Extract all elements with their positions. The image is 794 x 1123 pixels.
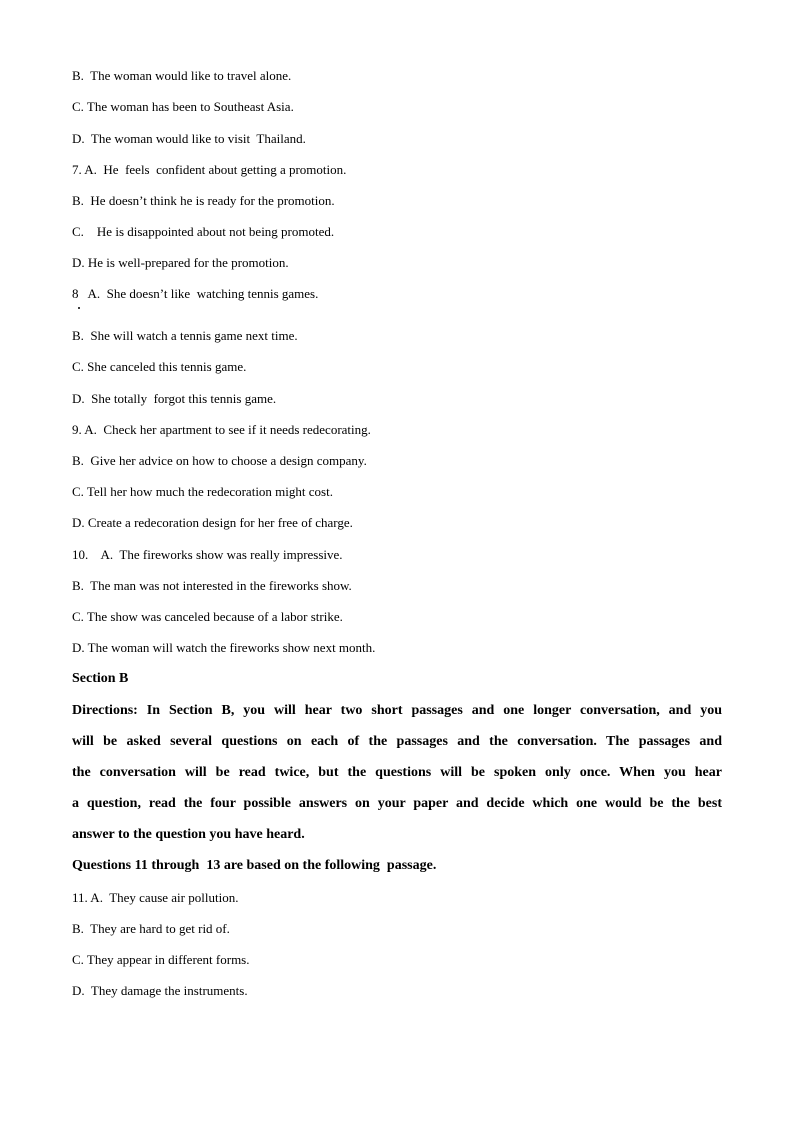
option-11c: C. They appear in different forms. — [72, 952, 250, 967]
option-7a: 7. A. He feels confident about getting a promotion. — [72, 162, 347, 177]
directions-line-4: a question, read the four possible answers on your paper and decide which one would be the best — [72, 796, 722, 811]
passage-subheading: Questions 11 through 13 are based on the following passage. — [72, 858, 437, 873]
option-6d: D. The woman would like to visit Thailand. — [72, 131, 306, 146]
option-7c: C. He is disappointed about not being promoted. — [72, 224, 335, 239]
directions-line-1: Directions: In Section B, you will hear two short passages and one longer conversation, and you — [72, 703, 722, 718]
section-heading: Section B — [72, 671, 129, 686]
option-7d: D. He is well-prepared for the promotion. — [72, 255, 289, 270]
option-8c: C. She canceled this tennis game. — [72, 359, 247, 374]
option-11d: D. They damage the instruments. — [72, 983, 248, 998]
option-9b: B. Give her advice on how to choose a design company. — [72, 453, 367, 468]
option-10b: B. The man was not interested in the fireworks show. — [72, 578, 352, 593]
option-6c: C. The woman has been to Southeast Asia. — [72, 99, 294, 114]
stray-mark — [78, 307, 80, 309]
option-11b: B. They are hard to get rid of. — [72, 921, 230, 936]
option-10a: 10. A. The fireworks show was really impressive. — [72, 547, 343, 562]
option-8d: D. She totally forgot this tennis game. — [72, 391, 277, 406]
option-9a: 9. A. Check her apartment to see if it needs redecorating. — [72, 422, 371, 437]
option-10c: C. The show was canceled because of a labor strike. — [72, 609, 343, 624]
option-8a: 8 A. She doesn’t like watching tennis games. — [72, 286, 319, 301]
option-11a: 11. A. They cause air pollution. — [72, 890, 239, 905]
option-9d: D. Create a redecoration design for her free of charge. — [72, 515, 353, 530]
option-8b: B. She will watch a tennis game next time. — [72, 328, 298, 343]
directions-line-2: will be asked several questions on each of the passages and the conversation. The passages and — [72, 734, 722, 749]
option-10d: D. The woman will watch the fireworks show next month. — [72, 640, 376, 655]
option-6b: B. The woman would like to travel alone. — [72, 68, 292, 83]
directions-line-3: the conversation will be read twice, but the questions will be spoken only once. When you hear — [72, 765, 722, 780]
option-9c: C. Tell her how much the redecoration might cost. — [72, 484, 333, 499]
option-7b: B. He doesn’t think he is ready for the promotion. — [72, 193, 335, 208]
directions-line-5: answer to the question you have heard. — [72, 827, 305, 842]
